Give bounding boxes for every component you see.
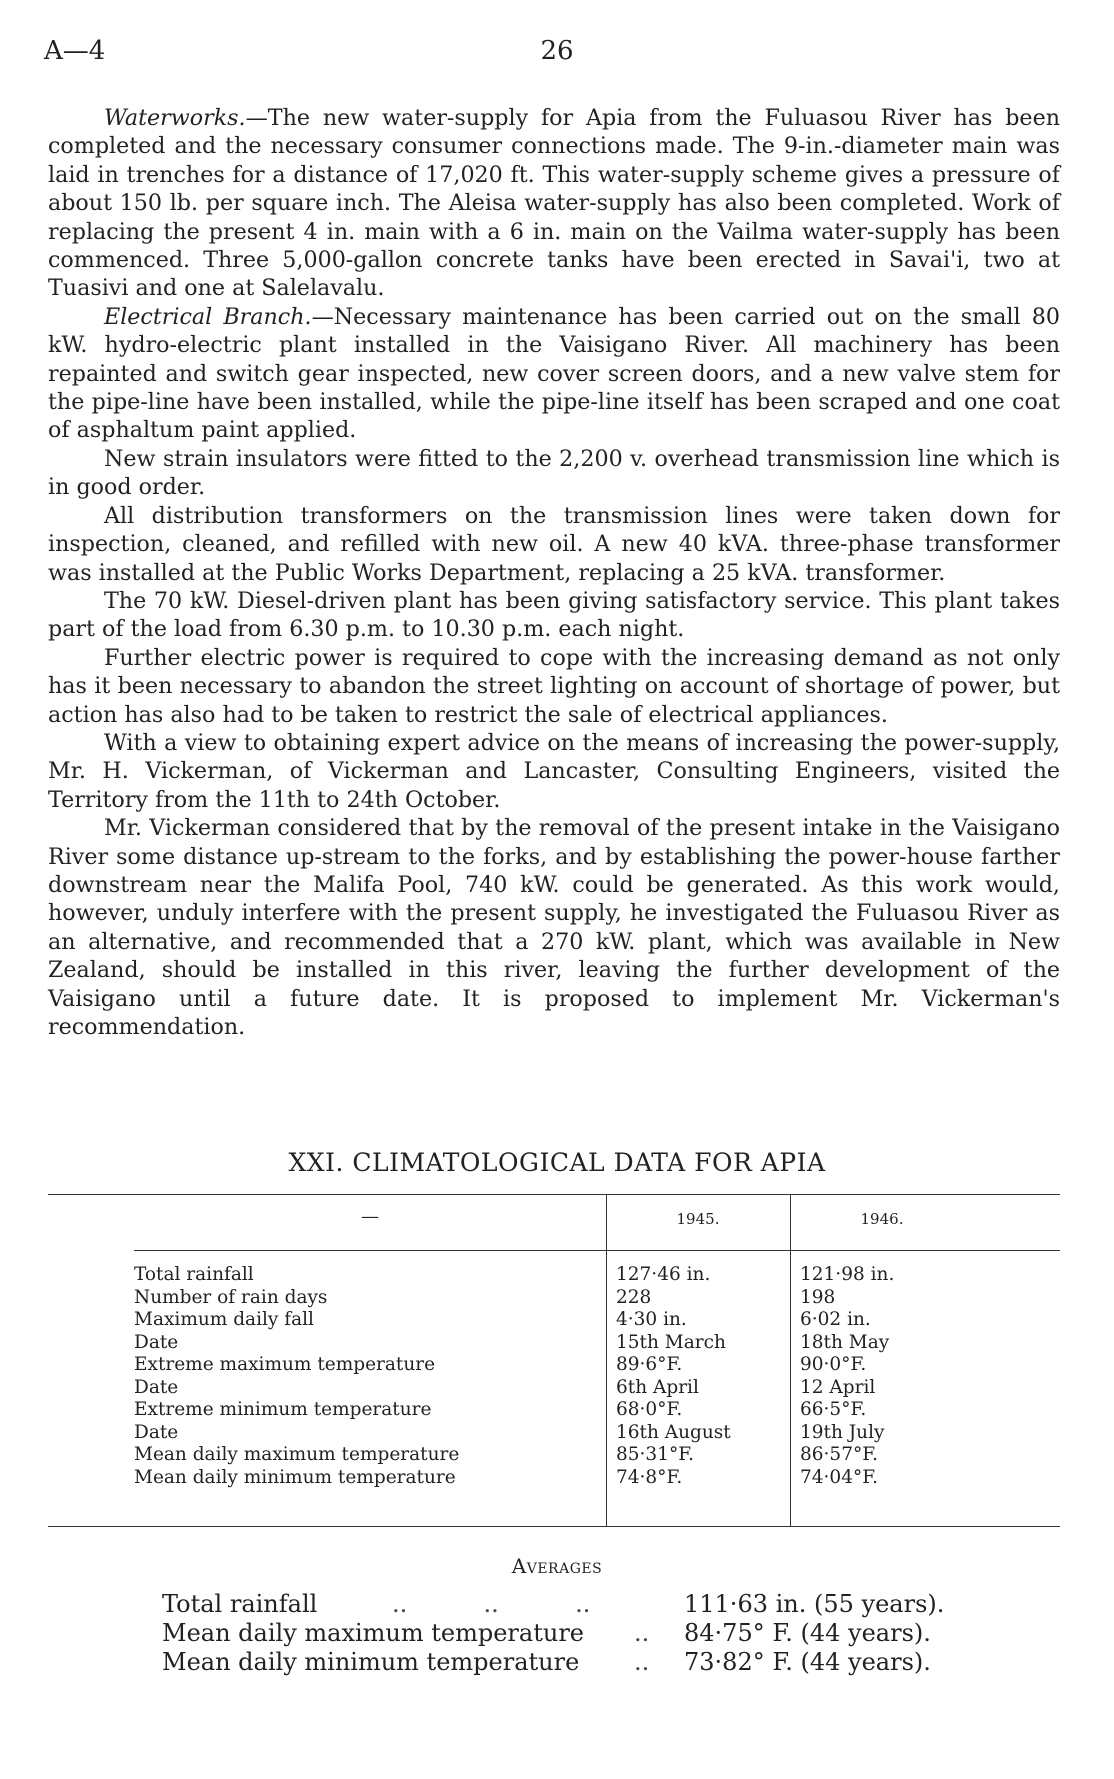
row-label: Extreme minimum temperature <box>134 1399 432 1420</box>
table-top-rule <box>48 1194 1060 1195</box>
paragraph-waterworks <box>48 104 1060 303</box>
leader-dots: .. .. .. <box>392 1590 591 1618</box>
averages-row <box>162 1619 962 1648</box>
row-label: Number of rain days <box>134 1286 328 1308</box>
value-1945: 127·46 in. <box>616 1264 711 1285</box>
value-1945: 85·31°F. <box>616 1444 695 1465</box>
table-row <box>134 1332 1034 1355</box>
paragraph-lead: Electrical Branch. <box>104 303 312 330</box>
page-number: 26 <box>540 36 574 66</box>
table-bottom-rule <box>48 1526 1060 1527</box>
row-label: Extreme maximum temperature <box>134 1354 436 1375</box>
row-label: Mean daily minimum temperature <box>134 1466 456 1488</box>
paragraph-electrical-branch <box>48 303 1060 445</box>
leader-dots: .. <box>634 1619 650 1647</box>
value-1945: 228 <box>616 1286 652 1308</box>
value-1945: 6th April <box>616 1376 699 1398</box>
value-1945: 16th August <box>616 1421 731 1443</box>
row-label: Total rainfall <box>134 1264 254 1285</box>
paragraph-lead: Waterworks. <box>104 105 246 131</box>
value-1946: 66·5°F. <box>800 1399 867 1420</box>
value-1946: 74·04°F. <box>800 1466 879 1488</box>
paragraph-text: —The new water-supply for Apia from the Fuluasou River has been completed and the necessary consumer connections made. The 9-in.-diameter main was laid in trenches for a distance of 17,020 ft. This water-supply scheme gives a pressure of about 150 lb. per square inch. The Aleisa water-supply has also been completed. Work of replacing the present 4 in. main with a 6 in. main on the Vailma water-supply has been commenced. Three 5,000-gallon concrete tanks have been erected in Savai'i, two at Tuasivi and one at Salelavalu. <box>48 105 1060 302</box>
table-header-rule <box>134 1250 1060 1251</box>
table-header-1945: 1945. <box>676 1210 720 1228</box>
row-label: Mean daily maximum temperature <box>134 1444 460 1465</box>
value-1946: 198 <box>800 1286 836 1308</box>
paragraph-transformers: All distribution transformers on the transmission lines were taken down for inspection, cleaned, and refilled with new oil. A new 40 kVA. three-phase transformer was installed at the Public Works Department, replacing a 25 kVA. transformer. <box>48 502 1060 586</box>
table-row <box>134 1444 1034 1467</box>
table-header-1946: 1946. <box>860 1210 904 1228</box>
value-1946: 18th May <box>800 1331 890 1353</box>
paragraph-expert-advice: With a view to obtaining expert advice on the means of increasing the power-supply, Mr. H. Vickerman, of Vickerman and Lancaster, Consulting Engineers, visited the Territory from the 11th to 24th October. <box>48 729 1060 813</box>
row-label: Date <box>134 1376 179 1398</box>
value-1945: 68·0°F. <box>616 1399 683 1420</box>
averages-row <box>162 1648 962 1677</box>
averages-title: Averages <box>511 1554 603 1578</box>
table-row <box>134 1309 1034 1332</box>
averages-value: 84·75° F. (44 years). <box>684 1619 931 1647</box>
table-row <box>134 1399 1034 1422</box>
paragraph-insulators: New strain insulators were fitted to the 2,200 v. overhead transmission line which is in good order. <box>48 445 1060 501</box>
document-reference: A—4 <box>44 36 106 66</box>
averages-label: Mean daily minimum temperature <box>162 1648 580 1676</box>
averages-list <box>162 1590 962 1677</box>
table-row <box>134 1264 1034 1287</box>
table-row <box>134 1422 1034 1445</box>
value-1945: 74·8°F. <box>616 1466 683 1488</box>
averages-label: Total rainfall <box>162 1590 318 1618</box>
table-stub-header: — <box>361 1206 379 1227</box>
paragraph-diesel-plant: The 70 kW. Diesel-driven plant has been giving satisfactory service. This plant takes part of the load from 6.30 p.m. to 10.30 p.m. each night. <box>48 587 1060 643</box>
averages-row <box>162 1590 962 1619</box>
row-label: Date <box>134 1421 179 1443</box>
value-1946: 86·57°F. <box>800 1444 879 1465</box>
value-1946: 19th July <box>800 1421 885 1443</box>
leader-dots: .. <box>634 1648 650 1676</box>
table-title: XXI. CLIMATOLOGICAL DATA FOR APIA <box>288 1148 826 1177</box>
value-1945: 89·6°F. <box>616 1354 683 1375</box>
climate-table-body <box>134 1264 1034 1489</box>
row-label: Date <box>134 1331 179 1353</box>
averages-value: 73·82° F. (44 years). <box>684 1648 931 1676</box>
row-label: Maximum daily fall <box>134 1309 314 1330</box>
value-1946: 90·0°F. <box>800 1354 867 1375</box>
value-1945: 15th March <box>616 1331 726 1353</box>
paragraph-text: —Necessary maintenance has been carried out on the small 80 kW. hydro-electric plant installed in the Vaisigano River. All machinery has been repainted and switch gear inspected, new cover screen doors, and a new valve stem for the pipe-line have been installed, while the pipe-line itself has been scraped and one coat of asphaltum paint applied. <box>48 303 1060 444</box>
averages-value: 111·63 in. (55 years). <box>684 1590 945 1618</box>
paragraph-recommendation: Mr. Vickerman considered that by the removal of the present intake in the Vaisigano River some distance up-stream to the forks, and by establishing the power-house farther downstream near the Malifa Pool, 740 kW. could be generated. As this work would, however, unduly interfere with the present supply, he investigated the Fuluasou River as an alternative, and recommended that a 270 kW. plant, which was available in New Zealand, should be installed in this river, leaving the further development of the Vaisigano until a future date. It is proposed to implement Mr. Vickerman's recommendation. <box>48 815 1060 1040</box>
value-1946: 121·98 in. <box>800 1264 895 1285</box>
table-row <box>134 1377 1034 1400</box>
paragraph-power-demand: Further electric power is required to cope with the increasing demand as not only has it been necessary to abandon the street lighting on account of shortage of power, but action has also had to be taken to restrict the sale of electrical appliances. <box>48 644 1060 728</box>
table-row <box>134 1287 1034 1310</box>
value-1946: 12 April <box>800 1376 876 1398</box>
table-row <box>134 1467 1034 1490</box>
value-1945: 4·30 in. <box>616 1309 687 1330</box>
body-text <box>48 104 1060 1041</box>
averages-label: Mean daily maximum temperature <box>162 1619 584 1647</box>
table-row <box>134 1354 1034 1377</box>
value-1946: 6·02 in. <box>800 1309 871 1330</box>
page-header <box>44 36 1070 76</box>
